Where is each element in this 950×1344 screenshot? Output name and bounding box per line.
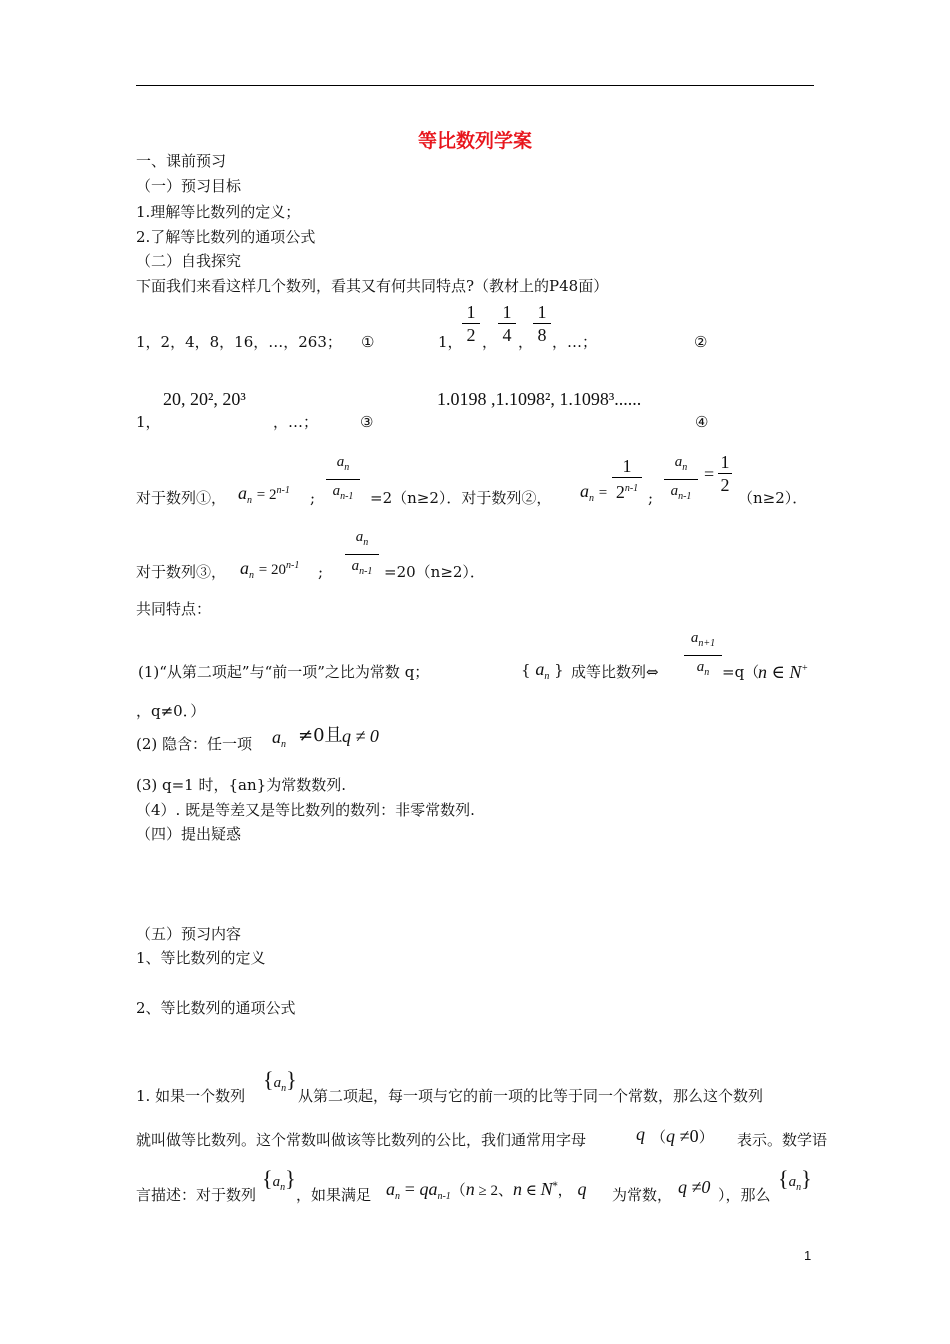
- ratio-fraction-general: $a_{n+1}$ $a_n$: [684, 628, 722, 683]
- q-nonzero: q ≠ 0: [342, 726, 379, 746]
- subsection-explore: （二）自我探究: [136, 252, 242, 270]
- point-2-tail: ≠0且: [298, 725, 343, 746]
- for-sequence-3: 对于数列③，: [136, 563, 227, 581]
- header-rule: [136, 85, 814, 86]
- ratio-fraction-3: $a_n$ $a_{n-1}$: [345, 527, 379, 582]
- sequence-2-end: ，…；: [552, 333, 598, 351]
- circle-1: ①: [361, 333, 375, 351]
- sequence-1: 1，2，4，8，16，…，263；: [136, 333, 342, 351]
- equals-sign: =: [704, 464, 715, 484]
- n-in-natural: n ∈ N+: [758, 662, 809, 682]
- circle-4: ④: [695, 413, 709, 431]
- q-nonzero-2: q ≠0: [678, 1177, 711, 1197]
- point-1-cont: ，q≠0．）: [136, 702, 206, 720]
- point-1: (1)“从第二项起”与“前一项”之比为常数 q；: [138, 663, 430, 681]
- section-preview: 一、课前预习: [136, 152, 227, 170]
- q-condition: （q ≠0）: [651, 1126, 714, 1146]
- circle-3: ③: [360, 413, 374, 431]
- definition-line-1b: 从第二项起，每一项与它的前一项的比等于同一个常数，那么这个数列: [298, 1087, 764, 1105]
- definition-line-3a: 言描述：对于数列: [136, 1186, 257, 1204]
- ratio-fraction-1: $a_n$ $a_{n-1}$: [326, 452, 360, 507]
- formula-an-20: $a_n = 20^{n-1}$: [240, 558, 300, 581]
- definition-line-3b: ，如果满足: [296, 1186, 372, 1204]
- content-formula: 2、等比数列的通项公式: [136, 999, 296, 1017]
- sequence-4-terms: 1.0198 ,1.1098², 1.1098³......: [437, 389, 642, 409]
- sequence-an-brace-3: $\{a_n\}$: [778, 1166, 812, 1193]
- subsection-content: （五）预习内容: [136, 925, 242, 943]
- point-1-mid: 成等比数列⇔: [571, 663, 659, 681]
- semicolon: ;: [648, 489, 654, 507]
- comma: ，: [518, 333, 534, 351]
- definition-line-1a: 1. 如果一个数列: [136, 1087, 246, 1105]
- recurrence-formula: $a_n = qa_{n-1}(n \ge 2$、n ∈ N*， q: [386, 1179, 587, 1202]
- point-3: (3) q=1 时，{an}为常数数列.: [136, 776, 346, 794]
- sequence-an-brace-2: $\{a_n\}$: [262, 1166, 296, 1193]
- ratio-result-1: =2（n≥2）．对于数列②，: [370, 489, 552, 507]
- ratio-result-3: =20（n≥2）．: [384, 563, 485, 581]
- page-title: 等比数列学案: [417, 130, 532, 152]
- an-symbol: $a_n$: [272, 727, 286, 750]
- definition-line-3d: ），那么: [718, 1186, 771, 1204]
- q-letter: q: [636, 1124, 645, 1144]
- n-condition: （n≥2）．: [738, 489, 808, 507]
- ratio-fraction-2: $a_n$ $a_{n-1}$: [664, 452, 698, 507]
- semicolon: ;: [310, 489, 316, 507]
- fraction-one-over-power: 1 2$^{n-1}$: [612, 456, 642, 502]
- sequence-an-brace-1: $\{a_n\}$: [263, 1067, 297, 1094]
- semicolon: ;: [318, 563, 324, 581]
- subsection-questions: （四）提出疑惑: [136, 825, 242, 843]
- sequence-2-start: 1，: [438, 333, 463, 351]
- comma: ，: [482, 333, 498, 351]
- point-2: (2) 隐含：任一项: [136, 735, 253, 753]
- circle-2: ②: [694, 333, 708, 351]
- page-number: 1: [804, 1248, 812, 1263]
- common-features: 共同特点：: [136, 600, 212, 618]
- definition-line-2b: 表示。数学语: [737, 1131, 828, 1149]
- sequence-3-terms: 20, 20², 20³: [163, 389, 246, 409]
- sequence-3-start: 1，: [136, 413, 161, 431]
- goal-2: 2.了解等比数列的通项公式: [136, 228, 316, 246]
- sequence-an-brace: { $a_n$ }: [521, 659, 564, 682]
- goal-1: 1.理解等比数列的定义；: [136, 203, 301, 221]
- definition-line-3c: 为常数，: [612, 1186, 673, 1204]
- fraction-half: 1 2: [462, 302, 480, 345]
- intro-text: 下面我们来看这样几个数列，看其又有何共同特点?（教材上的P48面）: [136, 277, 609, 295]
- sequence-3-end: ，…；: [273, 413, 319, 431]
- fraction-half-ratio: 1 2: [718, 452, 732, 495]
- content-definition: 1、等比数列的定义: [136, 949, 266, 967]
- formula-an-half: $a_n$ =: [580, 481, 608, 504]
- point-1-end: =q（: [722, 663, 760, 681]
- point-4: （4）. 既是等差又是等比数列的数列：非零常数列.: [136, 801, 475, 819]
- definition-line-2a: 就叫做等比数列。这个常数叫做该等比数列的公比，我们通常用字母: [136, 1131, 587, 1149]
- for-sequence-1: 对于数列①，: [136, 489, 227, 507]
- subsection-goals: （一）预习目标: [136, 177, 242, 195]
- fraction-quarter: 1 4: [498, 302, 516, 345]
- formula-an-2: $a_n = 2^{n-1}$: [238, 483, 290, 506]
- fraction-eighth: 1 8: [533, 302, 551, 345]
